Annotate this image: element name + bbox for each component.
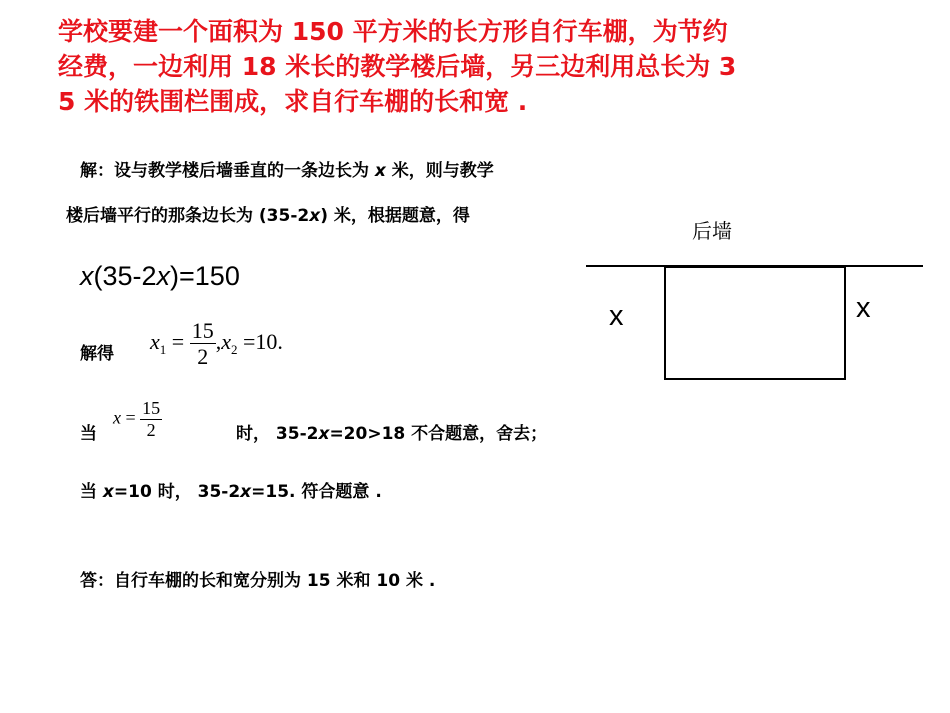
solution-line-2: 楼后墙平行的那条边长为 (35-2x) 米，根据题意，得	[66, 206, 470, 226]
right-side-label: x	[856, 292, 871, 324]
roots: $x_1$ = $\frac{15}{2}$ $,x_2 =10$.	[150, 318, 283, 370]
problem-line-3: 5 米的铁围栏围成，求自行车棚的长和宽 .	[58, 87, 528, 116]
case-1-prefix: 当	[80, 424, 97, 444]
problem-line-1: 学校要建一个面积为 150 平方米的长方形自行车棚，为节约	[58, 17, 728, 46]
root-fraction: $\frac{15}{2}$	[191, 318, 214, 370]
problem-line-2: 经费，一边利用 18 米长的教学楼后墙，另三边利用总长为 3	[58, 52, 737, 81]
case-1-fraction: $\frac{15}{2}$	[142, 398, 161, 440]
wall-label: 后墙	[692, 219, 732, 243]
case-2: 当 x=10 时， 35-2x=15. 符合题意 .	[80, 482, 382, 502]
answer: 答：自行车棚的长和宽分别为 15 米和 10 米 .	[80, 571, 436, 591]
left-side-label: x	[609, 300, 624, 332]
solve-label: 解得	[80, 344, 114, 364]
equation: x(35-2x)=150	[80, 261, 240, 291]
case-1-text: 时， 35-2x=20>18 不合题意，舍去；	[236, 424, 548, 444]
shed-rectangle	[665, 267, 845, 379]
solution-line-1: 解：设与教学楼后墙垂直的一条边长为 x 米，则与教学	[80, 161, 494, 181]
case-1-condition: x = $\frac{15}{2}$	[113, 398, 161, 440]
